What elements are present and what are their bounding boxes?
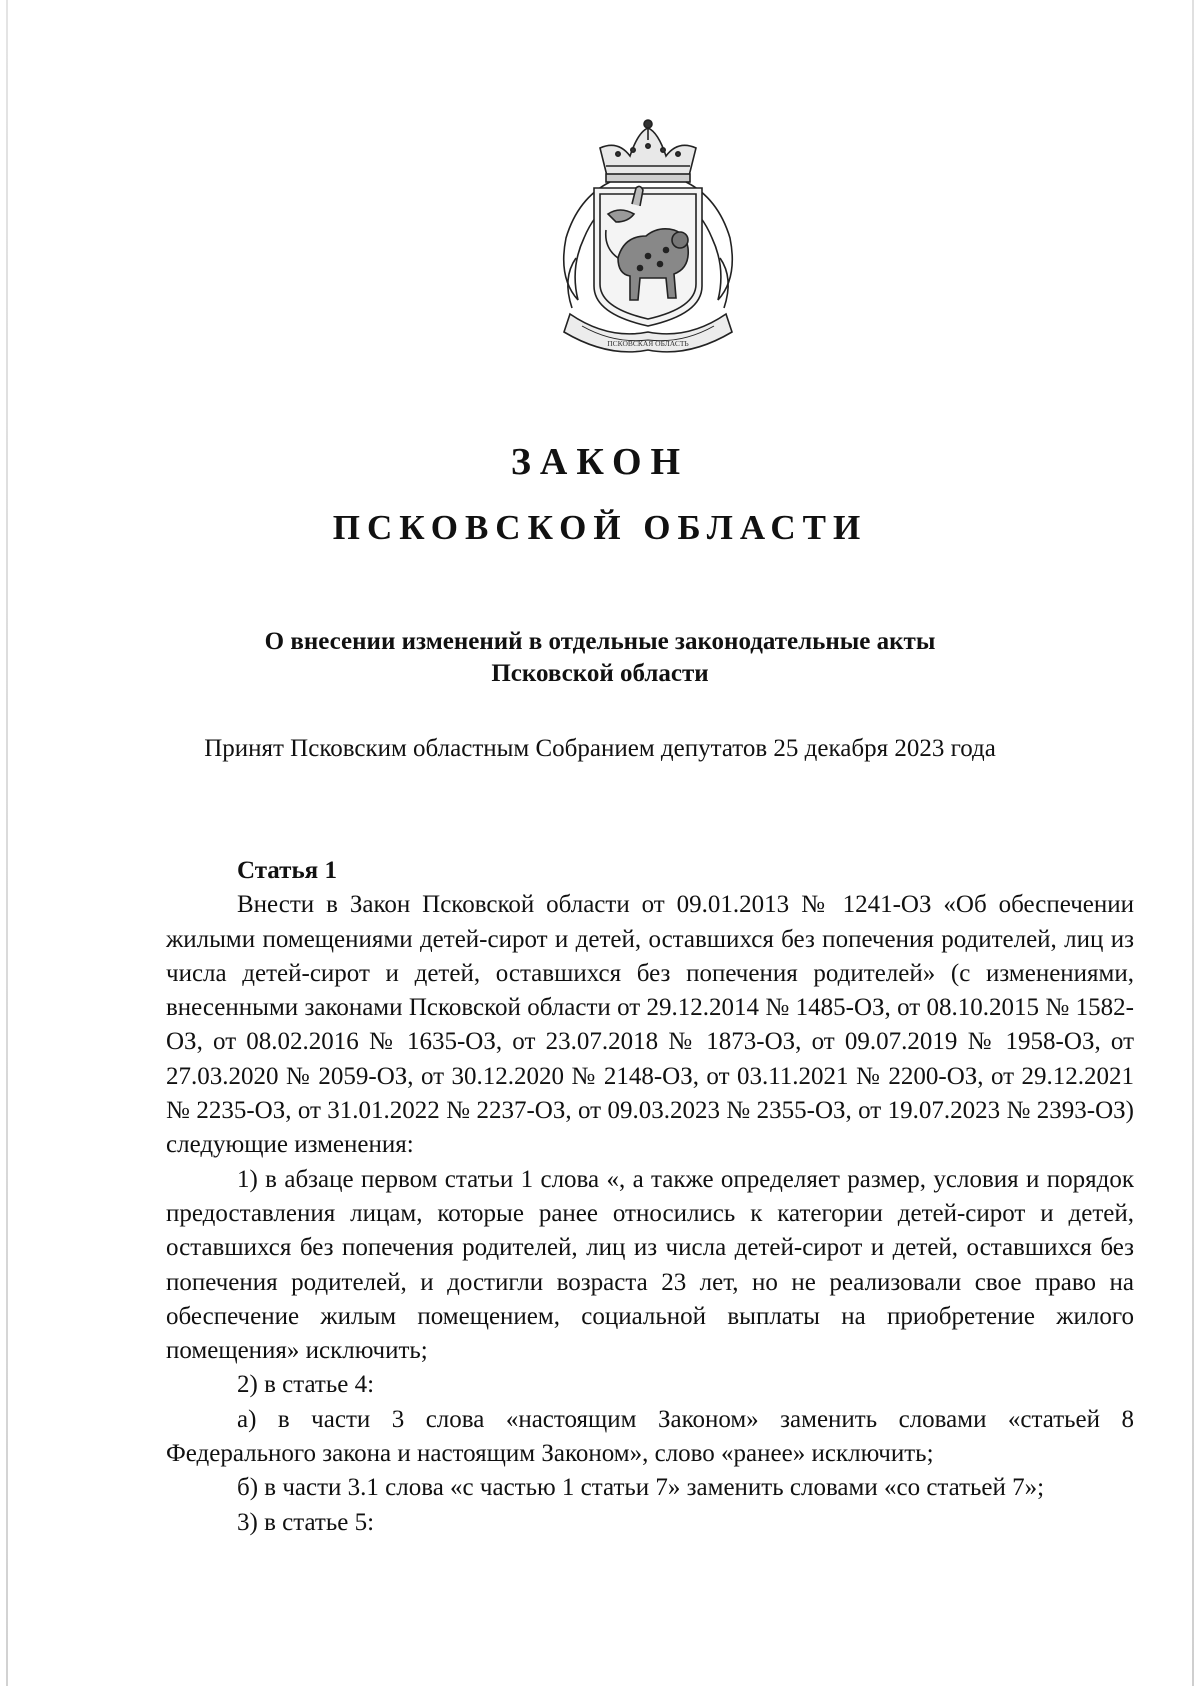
scan-edge-left <box>6 0 8 1686</box>
region-title: ПСКОВСКОЙ ОБЛАСТИ <box>332 508 868 547</box>
article-paragraph: б) в части 3.1 слова «с частью 1 статьи 7» заменить словами «со статьей 7»; <box>237 1474 1045 1502</box>
law-subject <box>0 626 1200 690</box>
law-title: ЗАКОН <box>510 441 690 483</box>
article-paragraph: 1) в абзаце первом статьи 1 слова «, а также определяет размер, условия и порядок предоставления лицам, которые ранее относились к категории детей-сирот и детей, оставшихся без попечения родителей, лиц из числа детей-сирот и детей, оставшихся без попечения родителей, и достигли возраста 23 лет, но не реализовали свое право на обеспечение жилым помещением, социальной выплаты на приобретение жилого помещения» исключить; <box>166 1165 1134 1365</box>
article-paragraph: 3) в статье 5: <box>237 1508 375 1536</box>
article-paragraph: Внести в Закон Псковской области от 09.01.2013 № 1241-ОЗ «Об обеспечении жилыми помещениями детей-сирот и детей, оставшихся без попечения родителей, лиц из числа детей-сирот и детей, оставшихся без попечения родителей» (с изменениями, внесенными законами Псковской области от 29.12.2014 № 1485-ОЗ, от 08.10.2015 № 1582-ОЗ, от 08.02.2016 № 1635-ОЗ, от 23.07.2018 № 1873-ОЗ, от 09.07.2019 № 1958-ОЗ, от 27.03.2020 № 2059-ОЗ, от 30.12.2020 № 2148-ОЗ, от 03.11.2021 № 2200-ОЗ, от 29.12.2021 № 2235-ОЗ, от 31.01.2022 № 2237-ОЗ, от 09.03.2023 № 2355-ОЗ, от 19.07.2023 № 2393-ОЗ) следующие изменения: <box>166 891 1134 1159</box>
law-subject-line-1: О внесении изменений в отдельные законодательные акты <box>264 628 936 655</box>
article-1 <box>166 854 1134 1540</box>
coat-of-arms-icon <box>548 118 748 364</box>
adoption-statement: Принят Псковским областным Собранием депутатов 25 декабря 2023 года <box>204 735 996 762</box>
article-heading: Статья 1 <box>237 857 337 884</box>
scan-edge-right <box>1192 0 1194 1686</box>
article-paragraph: а) в части 3 слова «настоящим Законом» заменить словами «статьей 8 Федерального закона и настоящим Законом», слово «ранее» исключить; <box>166 1405 1134 1468</box>
emblem-ribbon-text: ПСКОВСКАЯ ОБЛАСТЬ <box>607 339 689 348</box>
article-paragraph: 2) в статье 4: <box>237 1371 375 1399</box>
law-subject-line-2: Псковской области <box>491 660 709 687</box>
